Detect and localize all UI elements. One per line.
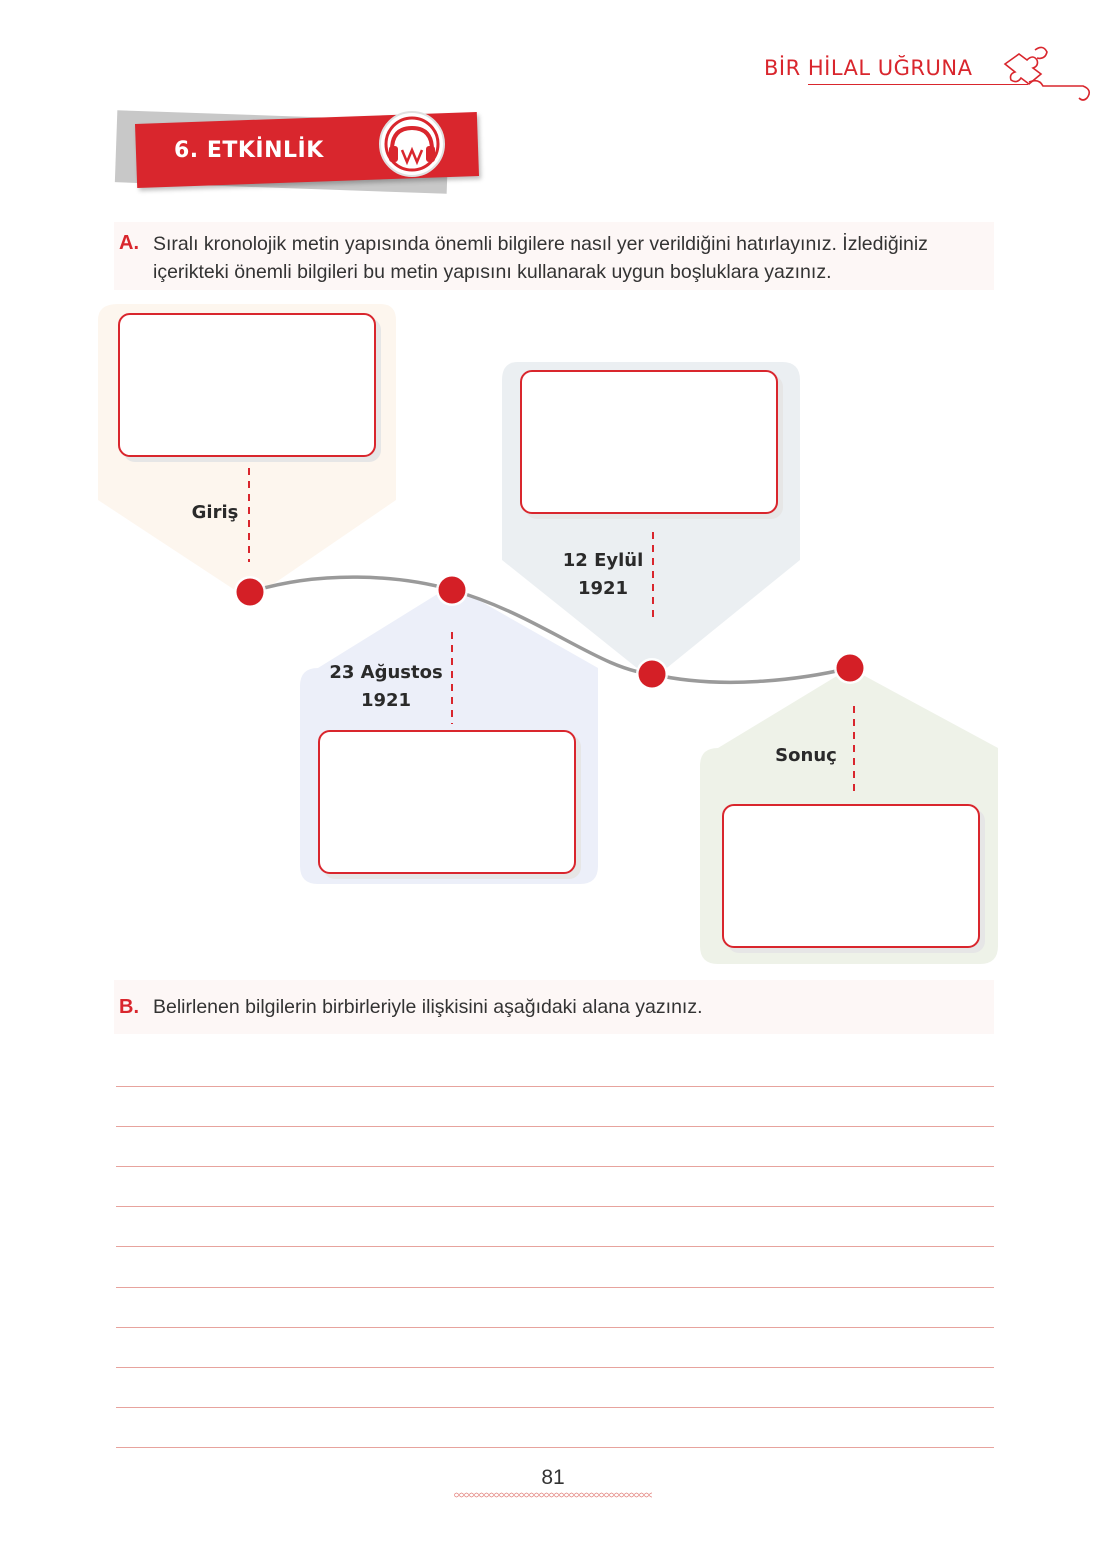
section-b-text: Belirlenen bilgilerin birbirleriyle ilişkisini aşağıdaki alana yazınız. <box>153 996 703 1018</box>
label-giris: Giriş <box>191 502 239 523</box>
section-a-line1: Sıralı kronolojik metin yapısında önemli bilgilere nasıl yer verildiğini hatırlayınız. İzlediğiniz <box>153 233 928 255</box>
writing-line[interactable] <box>116 1327 994 1328</box>
label-eylul: 12 Eylül 1921 <box>562 550 644 599</box>
page-number: 81 <box>541 1466 565 1489</box>
answer-box-eylul[interactable] <box>520 370 778 514</box>
writing-line[interactable] <box>116 1367 994 1368</box>
writing-line[interactable] <box>116 1246 994 1247</box>
writing-line[interactable] <box>116 1206 994 1207</box>
writing-line[interactable] <box>116 1407 994 1408</box>
answer-box-giris[interactable] <box>118 313 376 457</box>
section-a-letter: A. <box>119 232 139 254</box>
section-a-line2: içerikteki önemli bilgileri bu metin yapısını kullanarak uygun boşluklara yazınız. <box>153 261 832 283</box>
book-title: BİR HİLAL UĞRUNA <box>764 56 973 80</box>
activity-title: 6. ETKİNLİK <box>174 138 324 163</box>
writing-line[interactable] <box>116 1287 994 1288</box>
section-b-letter: B. <box>119 996 139 1018</box>
writing-line[interactable] <box>116 1086 994 1087</box>
label-agustos: 23 Ağustos 1921 <box>329 662 443 711</box>
writing-line[interactable] <box>116 1447 994 1448</box>
answer-box-agustos[interactable] <box>318 730 576 874</box>
writing-line[interactable] <box>116 1126 994 1127</box>
answer-box-sonuc[interactable] <box>722 804 980 948</box>
writing-line[interactable] <box>116 1166 994 1167</box>
label-sonuc: Sonuç <box>775 745 837 766</box>
page-number-decoration <box>454 1492 652 1498</box>
